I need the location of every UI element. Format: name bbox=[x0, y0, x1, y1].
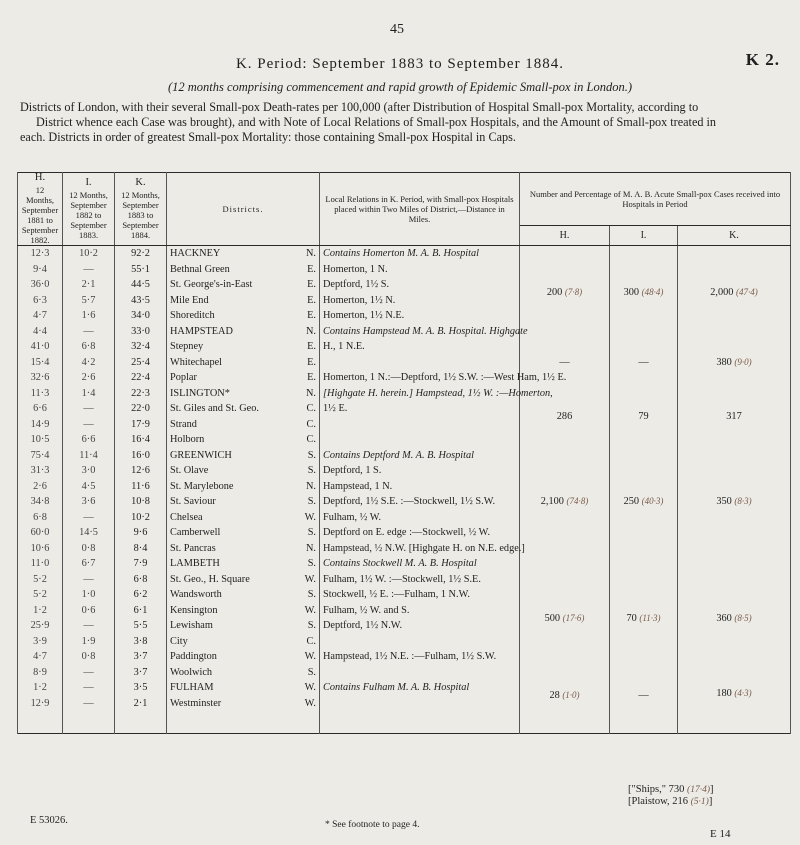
footnote: * See footnote to page 4. bbox=[325, 820, 420, 830]
cell-local-relation bbox=[320, 355, 520, 371]
cell-district bbox=[167, 510, 320, 526]
district-name: City bbox=[170, 635, 188, 647]
cell-district bbox=[167, 479, 320, 495]
cell-i: — bbox=[63, 417, 115, 433]
cell-k: 7·9 bbox=[115, 556, 167, 572]
cell-local-relation: Contains Hampstead M. A. B. Hospital. Highgate bbox=[320, 324, 520, 340]
cell-local-relation: Hampstead, 1½ N.E. :—Fulham, 1½ S.W. bbox=[320, 649, 520, 665]
district-name: ISLINGTON* bbox=[170, 387, 230, 399]
district-name: St. Giles and St. Geo. bbox=[170, 403, 259, 415]
district-name: Holborn bbox=[170, 434, 205, 446]
cell-local-relation: Deptford, 1½ N.W. bbox=[320, 618, 520, 634]
table-row bbox=[18, 386, 791, 402]
cell-local-relation: [Highgate H. herein.] Hampstead, 1½ W. :—Homerton, bbox=[320, 386, 520, 402]
cell-k: 3·7 bbox=[115, 649, 167, 665]
district-name: HACKNEY bbox=[170, 248, 221, 260]
cell-hospital-cases-i: — bbox=[610, 339, 678, 386]
cell-local-relation: Contains Fulham M. A. B. Hospital bbox=[320, 680, 520, 696]
cell-hospital-cases-h: 200 (7·8) bbox=[520, 246, 610, 340]
cell-district bbox=[167, 665, 320, 681]
district-name: Wandsworth bbox=[170, 589, 222, 601]
cell-h: 41·0 bbox=[18, 339, 63, 355]
cell-h: 2·6 bbox=[18, 479, 63, 495]
cell-i: — bbox=[63, 618, 115, 634]
header-i: I. 12 Months, September 1882 to September 1883. bbox=[63, 173, 115, 246]
cell-hospital-cases-k: 317 bbox=[678, 386, 791, 448]
cell-hospital-cases-i: — bbox=[610, 680, 678, 711]
cell-i: 3·6 bbox=[63, 494, 115, 510]
district-name: Kensington bbox=[170, 604, 218, 616]
description bbox=[20, 100, 785, 145]
cell-i: 3·0 bbox=[63, 463, 115, 479]
district-direction: S. bbox=[307, 465, 316, 477]
cell-district bbox=[167, 541, 320, 557]
cell-local-relation bbox=[320, 634, 520, 650]
cell-k: 6·8 bbox=[115, 572, 167, 588]
cell-h: 5·2 bbox=[18, 572, 63, 588]
cell-district bbox=[167, 618, 320, 634]
cell-district bbox=[167, 262, 320, 278]
table-body bbox=[18, 246, 791, 734]
district-name: FULHAM bbox=[170, 682, 214, 694]
district-direction: W. bbox=[304, 604, 316, 616]
cell-local-relation: Homerton, 1½ N.E. bbox=[320, 308, 520, 324]
district-name: St. Marylebone bbox=[170, 480, 234, 492]
cell-local-relation: Hampstead, ½ N.W. [Highgate H. on N.E. edge.] bbox=[320, 541, 520, 557]
district-name: St. Saviour bbox=[170, 496, 216, 508]
cell-hospital-cases-k: 180 (4·3) bbox=[678, 680, 791, 711]
cell-h: 11·0 bbox=[18, 556, 63, 572]
cell-local-relation: Contains Stockwell M. A. B. Hospital bbox=[320, 556, 520, 572]
cell-h: 10·6 bbox=[18, 541, 63, 557]
district-direction: N. bbox=[305, 325, 316, 337]
cell-k: 12·6 bbox=[115, 463, 167, 479]
cell-h: 25·9 bbox=[18, 618, 63, 634]
cell-district bbox=[167, 525, 320, 541]
cell-i: 0·8 bbox=[63, 649, 115, 665]
header-districts: Districts. bbox=[167, 173, 320, 246]
cell-i: 2·1 bbox=[63, 277, 115, 293]
cell-hospital-cases-k: 380 (9·0) bbox=[678, 339, 791, 386]
cell-local-relation: Deptford, 1 S. bbox=[320, 463, 520, 479]
cell-district bbox=[167, 680, 320, 696]
cell-i: — bbox=[63, 680, 115, 696]
cell-h: 60·0 bbox=[18, 525, 63, 541]
mortality-table bbox=[17, 172, 791, 734]
cell-h: 9·4 bbox=[18, 262, 63, 278]
cell-i: 4·5 bbox=[63, 479, 115, 495]
cell-i: 0·6 bbox=[63, 603, 115, 619]
cell-i: 0·8 bbox=[63, 541, 115, 557]
district-name: Poplar bbox=[170, 372, 197, 384]
subheader-k: K. bbox=[678, 226, 791, 246]
district-name: Westminster bbox=[170, 697, 222, 709]
cell-k: 9·6 bbox=[115, 525, 167, 541]
district-direction: E. bbox=[307, 372, 316, 384]
cell-i: — bbox=[63, 510, 115, 526]
cell-h: 6·8 bbox=[18, 510, 63, 526]
cell-i: 6·8 bbox=[63, 339, 115, 355]
cell-local-relation: Fulham, ½ W. and S. bbox=[320, 603, 520, 619]
cell-k: 10·2 bbox=[115, 510, 167, 526]
district-direction: W. bbox=[304, 511, 316, 523]
cell-hospital-cases-h: 2,100 (74·8) bbox=[520, 448, 610, 557]
cell-hospital-cases-i: 79 bbox=[610, 386, 678, 448]
cell-district bbox=[167, 293, 320, 309]
district-direction: C. bbox=[306, 418, 316, 430]
cell-k: 43·5 bbox=[115, 293, 167, 309]
district-direction: S. bbox=[307, 558, 316, 570]
cell-i: 14·5 bbox=[63, 525, 115, 541]
cell-h: 4·4 bbox=[18, 324, 63, 340]
district-name: St. Geo., H. Square bbox=[170, 573, 250, 585]
table-row bbox=[18, 246, 791, 262]
district-name: Mile End bbox=[170, 294, 209, 306]
cell-h: 4·7 bbox=[18, 649, 63, 665]
district-name: Stepney bbox=[170, 341, 204, 353]
cell-district bbox=[167, 448, 320, 464]
cell-district bbox=[167, 494, 320, 510]
cell-k: 3·7 bbox=[115, 665, 167, 681]
district-direction: W. bbox=[304, 651, 316, 663]
cell-k: 22·0 bbox=[115, 401, 167, 417]
print-code: E 53026. bbox=[30, 815, 68, 826]
cell-district bbox=[167, 370, 320, 386]
cell-district bbox=[167, 634, 320, 650]
cell-h: 3·9 bbox=[18, 634, 63, 650]
header-h: H. 12 Months, September 1881 to September 1882. bbox=[18, 173, 63, 246]
cell-k: 16·4 bbox=[115, 432, 167, 448]
cell-hospital-cases-h: 286 bbox=[520, 386, 610, 448]
district-direction: E. bbox=[307, 279, 316, 291]
cell-k: 6·1 bbox=[115, 603, 167, 619]
cell-district bbox=[167, 603, 320, 619]
table-row bbox=[18, 448, 791, 464]
cell-district bbox=[167, 417, 320, 433]
cell-hospital-cases-k: 350 (8·3) bbox=[678, 448, 791, 557]
district-direction: S. bbox=[307, 620, 316, 632]
cell-h: 1·2 bbox=[18, 680, 63, 696]
cell-hospital-cases-k: 360 (8·5) bbox=[678, 556, 791, 680]
district-direction: S. bbox=[307, 666, 316, 678]
cell-k: 34·0 bbox=[115, 308, 167, 324]
cell-hospital-cases-i: 300 (48·4) bbox=[610, 246, 678, 340]
cell-district bbox=[167, 246, 320, 262]
cell-local-relation: Homerton, 1½ N. bbox=[320, 293, 520, 309]
cell-local-relation: Contains Homerton M. A. B. Hospital bbox=[320, 246, 520, 262]
cell-district bbox=[167, 401, 320, 417]
cell-local-relation: Homerton, 1 N.:—Deptford, 1½ S.W. :—West Ham, 1½ E. bbox=[320, 370, 520, 386]
cell-h: 75·4 bbox=[18, 448, 63, 464]
header-local-relations: Local Relations in K. Period, with Small-pox Hospitals placed within Two Miles of District,—Distance in Miles. bbox=[320, 173, 520, 246]
cell-local-relation: 1½ E. bbox=[320, 401, 520, 417]
cell-district bbox=[167, 572, 320, 588]
cell-local-relation: Fulham, 1½ W. :—Stockwell, 1½ S.E. bbox=[320, 572, 520, 588]
cell-local-relation bbox=[320, 417, 520, 433]
cell-h: 11·3 bbox=[18, 386, 63, 402]
cell-k: 17·9 bbox=[115, 417, 167, 433]
cell-district bbox=[167, 556, 320, 572]
cell-hospital-cases-h: — bbox=[520, 339, 610, 386]
cell-h: 36·0 bbox=[18, 277, 63, 293]
cell-k: 8·4 bbox=[115, 541, 167, 557]
cell-h: 4·7 bbox=[18, 308, 63, 324]
cell-local-relation: Deptford on E. edge :—Stockwell, ½ W. bbox=[320, 525, 520, 541]
signature-mark: E 14 bbox=[710, 828, 731, 840]
cell-k: 16·0 bbox=[115, 448, 167, 464]
district-name: Bethnal Green bbox=[170, 263, 230, 275]
cell-hospital-cases-h: 500 (17·6) bbox=[520, 556, 610, 680]
cell-h: 12·3 bbox=[18, 246, 63, 262]
cell-h: 1·2 bbox=[18, 603, 63, 619]
cell-k: 2·1 bbox=[115, 696, 167, 712]
district-name: St. Olave bbox=[170, 465, 209, 477]
district-direction: C. bbox=[306, 403, 316, 415]
cell-i: 6·6 bbox=[63, 432, 115, 448]
district-name: St. George's-in-East bbox=[170, 279, 253, 291]
cell-k: 55·1 bbox=[115, 262, 167, 278]
description-line: District whence each Case was brought), and with Note of Local Relations of Small-pox Hospitals, and the Amount of Small-pox treated in bbox=[36, 115, 716, 129]
cell-h: 6·3 bbox=[18, 293, 63, 309]
cell-h: 8·9 bbox=[18, 665, 63, 681]
table-row-spacer bbox=[18, 711, 791, 734]
cell-i: 1·0 bbox=[63, 587, 115, 603]
description-line: Districts of London, with their several Small-pox Death-rates per 100,000 (after Distribution of Hospital Small-pox Mortality, according to bbox=[20, 100, 699, 114]
district-name: Camberwell bbox=[170, 527, 221, 539]
district-direction: E. bbox=[307, 310, 316, 322]
district-direction: S. bbox=[307, 589, 316, 601]
cell-h: 5·2 bbox=[18, 587, 63, 603]
cell-local-relation: Deptford, 1½ S. bbox=[320, 277, 520, 293]
cell-k: 22·3 bbox=[115, 386, 167, 402]
cell-k: 3·5 bbox=[115, 680, 167, 696]
district-direction: N. bbox=[305, 480, 316, 492]
cell-h: 12·9 bbox=[18, 696, 63, 712]
subheader-i: I. bbox=[610, 226, 678, 246]
cell-k: 92·2 bbox=[115, 246, 167, 262]
cell-h: 34·8 bbox=[18, 494, 63, 510]
cell-k: 25·4 bbox=[115, 355, 167, 371]
district-name: Chelsea bbox=[170, 511, 203, 523]
district-direction: N. bbox=[305, 248, 316, 260]
district-direction: W. bbox=[304, 682, 316, 694]
cell-hospital-cases-i: 70 (11·3) bbox=[610, 556, 678, 680]
district-name: Paddington bbox=[170, 651, 217, 663]
district-name: HAMPSTEAD bbox=[170, 325, 233, 337]
cell-i: — bbox=[63, 696, 115, 712]
district-direction: N. bbox=[305, 387, 316, 399]
cell-district bbox=[167, 324, 320, 340]
cell-district bbox=[167, 696, 320, 712]
cell-i: — bbox=[63, 665, 115, 681]
cell-local-relation: Deptford, 1½ S.E. :—Stockwell, 1½ S.W. bbox=[320, 494, 520, 510]
district-direction: W. bbox=[304, 697, 316, 709]
district-direction: S. bbox=[307, 449, 316, 461]
district-name: Strand bbox=[170, 418, 197, 430]
district-direction: S. bbox=[307, 527, 316, 539]
table-row bbox=[18, 556, 791, 572]
cell-i: — bbox=[63, 401, 115, 417]
cell-k: 10·8 bbox=[115, 494, 167, 510]
cell-hospital-cases-i: 250 (40·3) bbox=[610, 448, 678, 557]
cell-k: 11·6 bbox=[115, 479, 167, 495]
cell-i: 5·7 bbox=[63, 293, 115, 309]
district-name: Whitechapel bbox=[170, 356, 223, 368]
cell-h: 31·3 bbox=[18, 463, 63, 479]
cell-hospital-cases-k: 2,000 (47·4) bbox=[678, 246, 791, 340]
cell-local-relation: Homerton, 1 N. bbox=[320, 262, 520, 278]
cell-i: 4·2 bbox=[63, 355, 115, 371]
description-line: each. Districts in order of greatest Small-pox Mortality: those containing Small-pox Hospital in Caps. bbox=[20, 130, 516, 144]
cell-district bbox=[167, 463, 320, 479]
subheader-h: H. bbox=[520, 226, 610, 246]
district-direction: N. bbox=[305, 542, 316, 554]
district-direction: C. bbox=[306, 635, 316, 647]
district-name: Shoreditch bbox=[170, 310, 215, 322]
cell-local-relation: Contains Deptford M. A. B. Hospital bbox=[320, 448, 520, 464]
cell-i: — bbox=[63, 572, 115, 588]
cell-district bbox=[167, 339, 320, 355]
cell-k: 6·2 bbox=[115, 587, 167, 603]
district-direction: E. bbox=[307, 294, 316, 306]
cell-k: 22·4 bbox=[115, 370, 167, 386]
district-direction: W. bbox=[304, 573, 316, 585]
cell-district bbox=[167, 355, 320, 371]
table-row bbox=[18, 339, 791, 355]
cell-i: — bbox=[63, 324, 115, 340]
cell-local-relation: Hampstead, 1 N. bbox=[320, 479, 520, 495]
cell-local-relation bbox=[320, 696, 520, 712]
cell-i: 1·9 bbox=[63, 634, 115, 650]
district-name: Woolwich bbox=[170, 666, 213, 678]
cell-i: — bbox=[63, 262, 115, 278]
cell-h: 15·4 bbox=[18, 355, 63, 371]
page-title: K. Period: September 1883 to September 1884. bbox=[235, 56, 565, 72]
district-name: Lewisham bbox=[170, 620, 213, 632]
cell-district bbox=[167, 649, 320, 665]
cell-district bbox=[167, 386, 320, 402]
cell-local-relation: H., 1 N.E. bbox=[320, 339, 520, 355]
table-code: K 2. bbox=[745, 50, 780, 69]
cell-i: 2·6 bbox=[63, 370, 115, 386]
cell-k: 33·0 bbox=[115, 324, 167, 340]
cell-k: 44·5 bbox=[115, 277, 167, 293]
cell-hospital-cases-h: 28 (1·0) bbox=[520, 680, 610, 711]
cell-district bbox=[167, 432, 320, 448]
district-direction: S. bbox=[307, 496, 316, 508]
cell-h: 32·6 bbox=[18, 370, 63, 386]
district-direction: E. bbox=[307, 356, 316, 368]
district-name: St. Pancras bbox=[170, 542, 216, 554]
cell-local-relation: Fulham, ½ W. bbox=[320, 510, 520, 526]
cell-k: 5·5 bbox=[115, 618, 167, 634]
district-name: GREENWICH bbox=[170, 449, 232, 461]
cell-h: 10·5 bbox=[18, 432, 63, 448]
table-row bbox=[18, 680, 791, 696]
cell-i: 1·6 bbox=[63, 308, 115, 324]
page-subtitle: (12 months comprising commencement and rapid growth of Epidemic Small-pox in London.) bbox=[167, 80, 633, 94]
cell-k: 32·4 bbox=[115, 339, 167, 355]
cell-i: 10·2 bbox=[63, 246, 115, 262]
header-k: K. 12 Months, September 1883 to September 1884. bbox=[115, 173, 167, 246]
cell-local-relation bbox=[320, 665, 520, 681]
district-name: LAMBETH bbox=[170, 558, 220, 570]
cell-i: 11·4 bbox=[63, 448, 115, 464]
district-direction: E. bbox=[307, 263, 316, 275]
header-hospital-cases: Number and Percentage of M. A. B. Acute Small-pox Cases received into Hospitals in Period bbox=[520, 173, 791, 226]
cell-district bbox=[167, 308, 320, 324]
cell-local-relation: Stockwell, ½ E. :—Fulham, 1 N.W. bbox=[320, 587, 520, 603]
cell-district bbox=[167, 277, 320, 293]
cell-local-relation bbox=[320, 432, 520, 448]
cell-h: 14·9 bbox=[18, 417, 63, 433]
cell-district bbox=[167, 587, 320, 603]
cell-i: 1·4 bbox=[63, 386, 115, 402]
cell-i: 6·7 bbox=[63, 556, 115, 572]
cell-h: 6·6 bbox=[18, 401, 63, 417]
district-direction: C. bbox=[306, 434, 316, 446]
ships-note: ["Ships," 730 (17·4)] [Plaistow, 216 (5·1)] bbox=[628, 784, 714, 807]
page-number: 45 bbox=[390, 22, 404, 37]
cell-k: 3·8 bbox=[115, 634, 167, 650]
district-direction: E. bbox=[307, 341, 316, 353]
